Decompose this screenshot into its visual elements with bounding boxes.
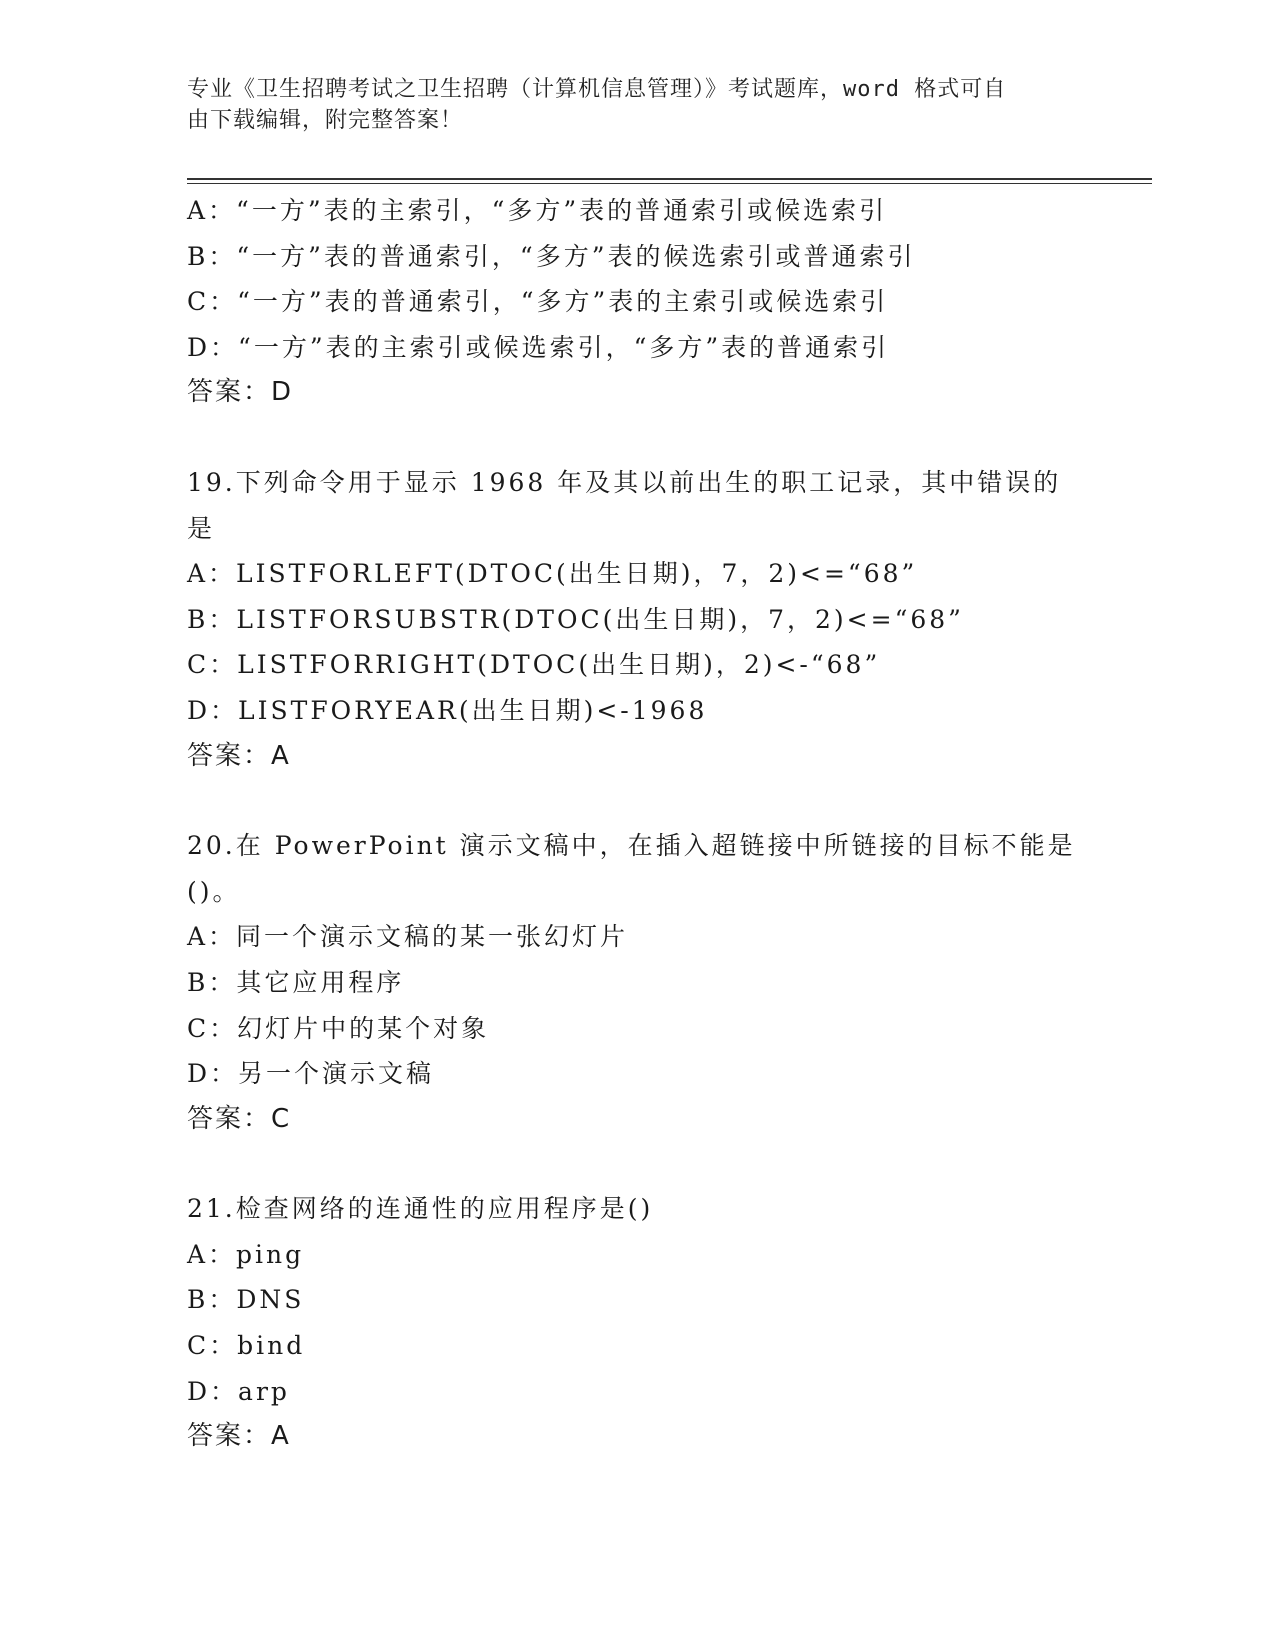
header-divider-thick: [187, 178, 1152, 180]
q20-question-line-2: ()。: [187, 876, 241, 906]
q18-option-c: C：“一方”表的普通索引，“多方”表的主索引或候选索引: [187, 287, 889, 317]
q19-question-line-2: 是: [187, 513, 216, 543]
q19-option-b: B：LISTFORSUBSTR(DTOC(出生日期)，7，2)<=“68”: [187, 604, 964, 634]
document-header: [187, 74, 1067, 136]
question-19-block: [187, 460, 1087, 779]
question-21-block: [187, 1186, 1087, 1460]
question-20-block: [187, 823, 1087, 1142]
q20-option-b: B：其它应用程序: [187, 967, 405, 997]
q20-option-d: D：另一个演示文稿: [187, 1059, 435, 1089]
q21-question-line-1: 21.检查网络的连通性的应用程序是(): [187, 1194, 654, 1224]
q19-option-a: A：LISTFORLEFT(DTOC(出生日期)，7，2)<=“68”: [187, 559, 918, 589]
header-line-1: 专业《卫生招聘考试之卫生招聘（计算机信息管理）》考试题库，word 格式可自: [187, 77, 1007, 102]
q21-answer: 答案：A: [187, 1421, 291, 1452]
spacer: [187, 416, 1087, 460]
question-list: [187, 188, 1087, 1460]
header-divider-thin: [187, 183, 1152, 184]
q18-option-d: D：“一方”表的主索引或候选索引，“多方”表的普通索引: [187, 332, 890, 362]
q19-option-d: D：LISTFORYEAR(出生日期)<-1968: [187, 695, 708, 725]
q19-option-c: C：LISTFORRIGHT(DTOC(出生日期)，2)<-“68”: [187, 650, 881, 680]
question-18-block: [187, 188, 1087, 416]
q20-option-a: A：同一个演示文稿的某一张幻灯片: [187, 922, 629, 952]
header-line-2: 由下载编辑，附完整答案！: [187, 108, 464, 133]
q21-option-d: D：arp: [187, 1376, 290, 1406]
q18-option-a: A：“一方”表的主索引，“多方”表的普通索引或候选索引: [187, 196, 888, 225]
q19-question-line-1: 19.下列命令用于显示 1968 年及其以前出生的职工记录，其中错误的: [187, 467, 1062, 497]
q20-option-c: C：幻灯片中的某个对象: [187, 1013, 490, 1043]
spacer: [187, 779, 1087, 823]
q21-option-a: A：ping: [187, 1239, 305, 1269]
q20-question-line-1: 20.在 PowerPoint 演示文稿中，在插入超链接中所链接的目标不能是: [187, 831, 1076, 861]
q21-option-b: B：DNS: [187, 1285, 305, 1315]
q18-answer: 答案：D: [187, 377, 294, 408]
q18-option-b: B：“一方”表的普通索引，“多方”表的候选索引或普通索引: [187, 241, 916, 271]
q21-option-c: C：bind: [187, 1331, 306, 1361]
q19-answer: 答案：A: [187, 740, 291, 771]
spacer: [187, 1142, 1087, 1186]
q20-answer: 答案：C: [187, 1103, 292, 1134]
